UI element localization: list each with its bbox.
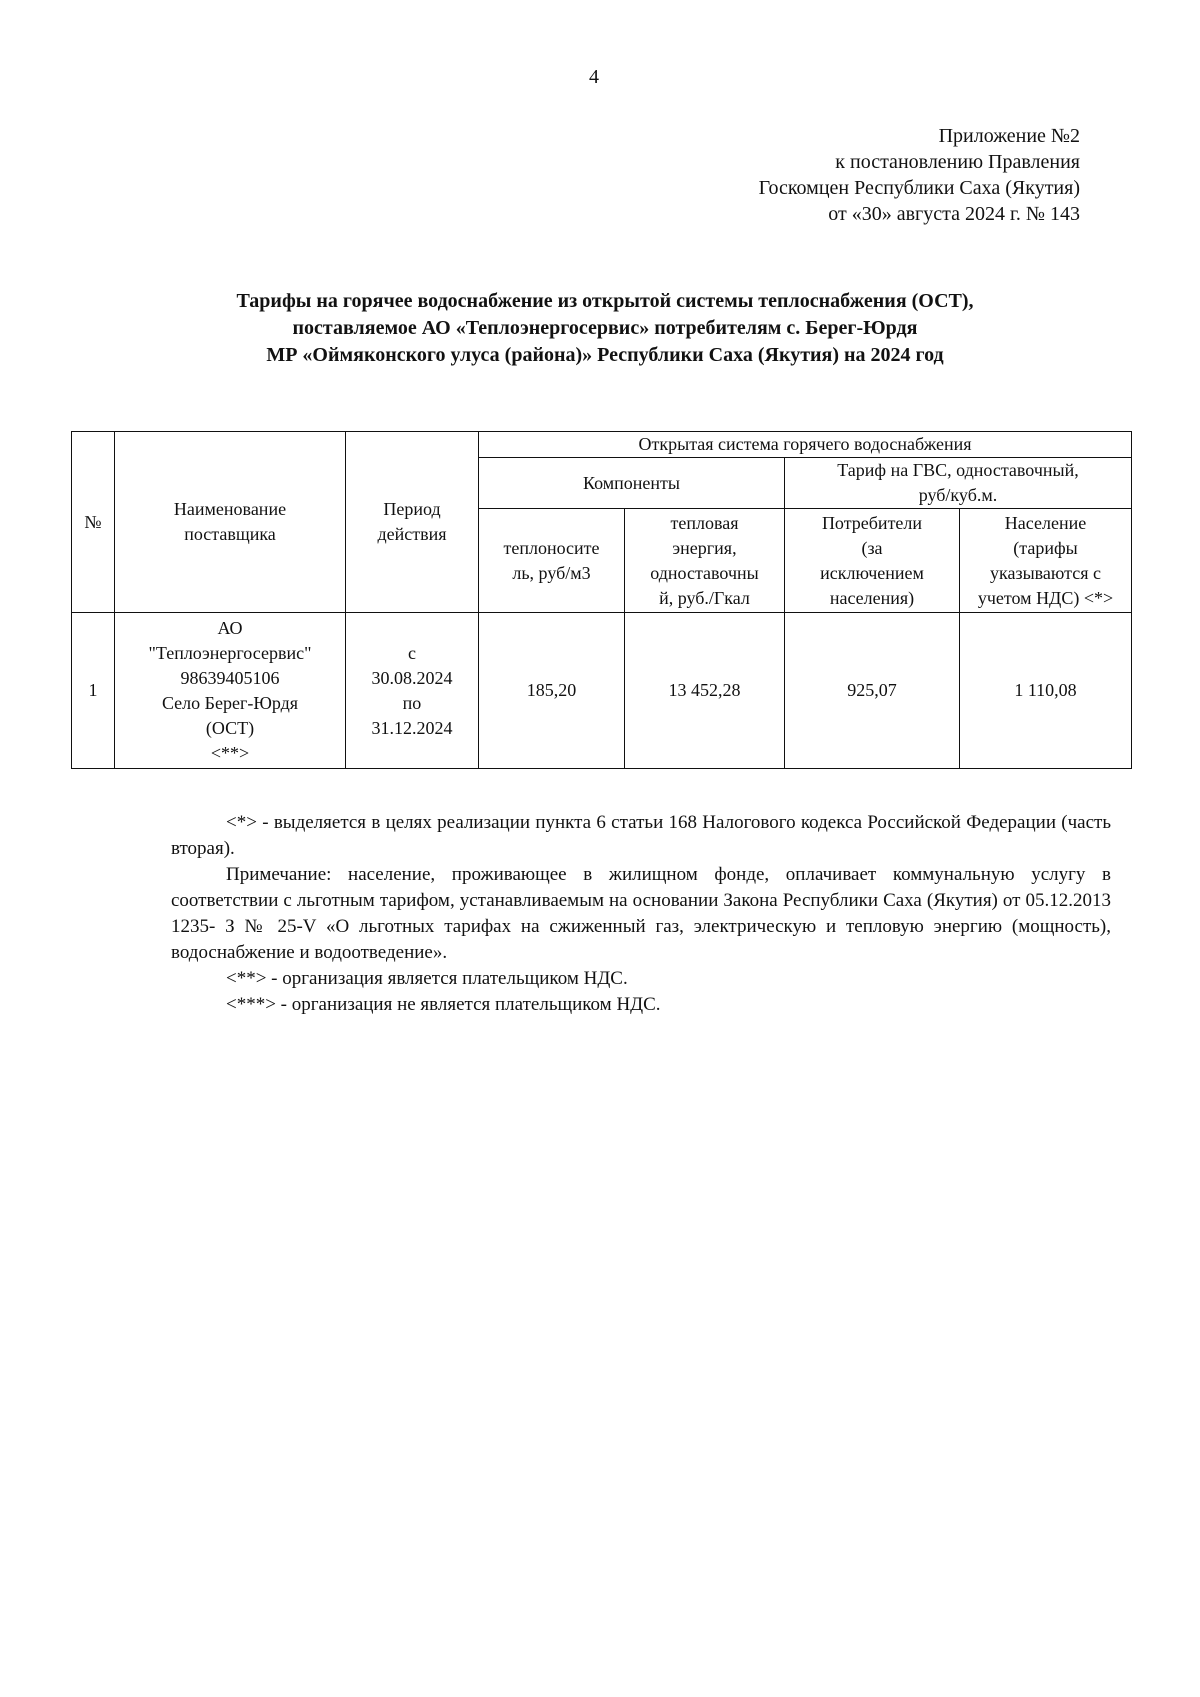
header-number: № (72, 432, 115, 613)
header-components: Компоненты (479, 458, 785, 509)
cell-period-line: по (402, 692, 422, 713)
cell-population: 1 110,08 (960, 613, 1132, 769)
cell-number: 1 (72, 613, 115, 769)
header-tariff-gvs (785, 458, 1132, 509)
header-heat-energy-line: энергия, (672, 537, 737, 558)
header-population-line: Население (1004, 512, 1087, 533)
footnote-vat-note: <*> - выделяется в целях реализации пункта 6 статьи 168 Налогового кодекса Российской Федерации (часть вторая). (171, 812, 1111, 859)
header-consumers-line: населения) (829, 587, 915, 608)
cell-period (346, 613, 479, 769)
cell-supplier-line: Село Берег-Юрдя (161, 692, 299, 713)
header-supplier (115, 432, 346, 613)
header-supplier-line: поставщика (184, 524, 276, 544)
header-tariff-gvs-line: Тариф на ГВС, одноставочный, (837, 460, 1079, 480)
footnote-not-vat-payer: <***> - организация не является плательщиком НДС. (226, 994, 661, 1015)
appendix-line: Госкомцен Республики Саха (Якутия) (758, 177, 1080, 199)
header-heat-energy-line: й, руб./Гкал (659, 587, 750, 608)
header-consumers-line: (за (861, 537, 883, 558)
cell-supplier-line: АО (217, 617, 243, 638)
header-supplier-line: Наименование (173, 499, 287, 519)
header-population-line: указываются с (990, 562, 1101, 583)
appendix-line: от «30» августа 2024 г. № 143 (828, 203, 1080, 225)
table-row (72, 613, 1132, 769)
header-heat-carrier-line: теплоносите (503, 537, 600, 558)
header-heat-energy (625, 509, 785, 613)
appendix-reference (560, 123, 1080, 227)
header-consumers (785, 509, 960, 613)
title-line: Тарифы на горячее водоснабжение из открытой системы теплоснабжения (ОСТ), (236, 290, 974, 312)
cell-supplier-line: (ОСТ) (205, 717, 255, 738)
cell-period-line: с (408, 642, 416, 663)
header-population-line: учетом НДС) <*> (977, 587, 1114, 608)
header-heat-carrier (479, 509, 625, 613)
header-heat-energy-line: одноставочны (650, 562, 759, 583)
title-line: МР «Оймяконского улуса (района)» Республики Саха (Якутия) на 2024 год (266, 344, 944, 366)
cell-supplier (115, 613, 346, 769)
header-population (960, 509, 1132, 613)
title-line: поставляемое АО «Теплоэнергосервис» потребителям с. Берег-Юрдя (292, 317, 918, 339)
cell-heat-energy: 13 452,28 (625, 613, 785, 769)
header-tariff-gvs-line: руб/куб.м. (918, 485, 998, 505)
cell-period-line: 31.12.2024 (371, 717, 453, 738)
header-heat-energy-line: тепловая (670, 512, 739, 533)
footnote-remark: Примечание: население, проживающее в жилищном фонде, оплачивает коммунальную услугу в соответствии с льготным тарифом, устанавливаемым на основании Закона Республики Саха (Якутия) от 05.12.2013 1235- З № 25-V «О льготных тарифах на сжиженный газ, электрическую и тепловую энергию (мощность), водоснабжение и водоотведение». (171, 864, 1111, 963)
header-period-line: Период (383, 499, 441, 519)
footnotes (171, 810, 1111, 1018)
appendix-line: к постановлению Правления (835, 151, 1080, 173)
appendix-line: Приложение №2 (938, 125, 1080, 147)
header-consumers-line: исключением (820, 562, 924, 583)
header-population-line: (тарифы (1013, 537, 1078, 558)
cell-period-line: 30.08.2024 (371, 667, 453, 688)
header-consumers-line: Потребители (821, 512, 923, 533)
cell-supplier-line: <**> (210, 742, 250, 763)
cell-heat-carrier: 185,20 (479, 613, 625, 769)
cell-supplier-line: "Теплоэнергосервис" (148, 642, 312, 663)
page-number: 4 (589, 66, 599, 88)
cell-consumers: 925,07 (785, 613, 960, 769)
header-period-line: действия (377, 524, 447, 544)
footnote-vat-payer: <**> - организация является плательщиком НДС. (226, 968, 628, 989)
cell-supplier-line: 98639405106 (180, 667, 280, 688)
document-title (100, 288, 1110, 369)
header-open-system: Открытая система горячего водоснабжения (479, 432, 1132, 458)
header-period (346, 432, 479, 613)
tariff-table (71, 431, 1132, 769)
header-heat-carrier-line: ль, руб/м3 (512, 562, 591, 583)
